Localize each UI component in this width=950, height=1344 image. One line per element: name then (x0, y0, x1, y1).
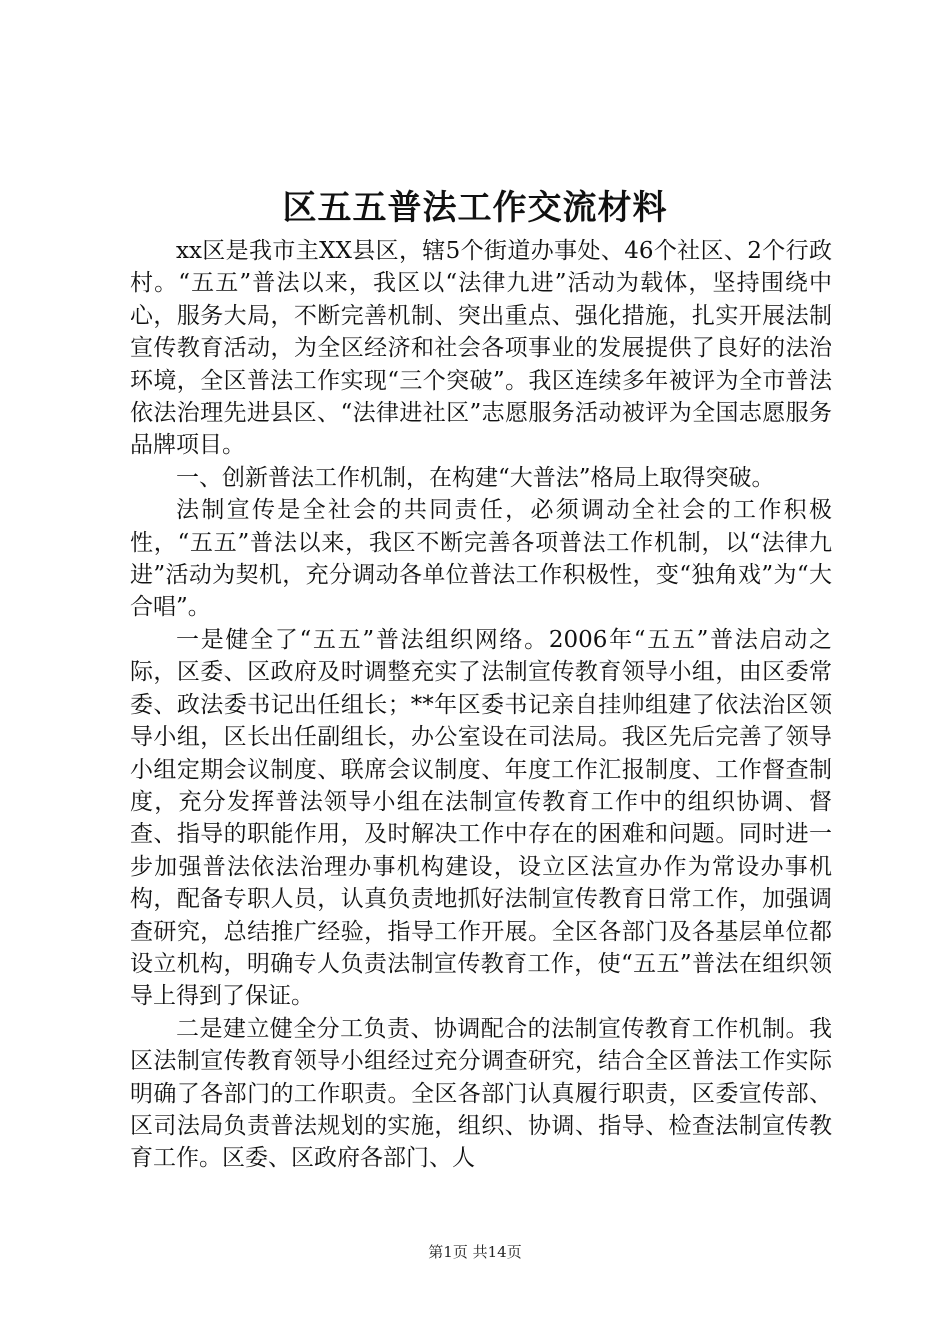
paragraph-section-heading: 一、创新普法工作机制，在构建“大普法”格局上取得突破。 (176, 464, 775, 491)
paragraph-point-two: 二是建立健全分工负责、协调配合的法制宣传教育工作机制。我区法制宣传教育领导小组经过充分调查研究，结合全区普法工作实际明确了各部门的工作职责。全区各部门认真履行职责，区委宣传部、区司法局负责普法规划的实施，组织、协调、指导、检查法制宣传教育工作。区委、区政府各部门、人 (130, 1015, 832, 1172)
paragraph-mechanism: 法制宣传是全社会的共同责任，必须调动全社会的工作积极性，“五五”普法以来，我区不断完善各项普法工作机制，以“法律九进”活动为契机，充分调动各单位普法工作积极性，变“独角戏”为“大合唱”。 (130, 497, 832, 621)
paragraph-intro: xx区是我市主XX县区，辖5个街道办事处、46个社区、2个行政村。“五五”普法以来，我区以“法律九进”活动为载体，坚持围绕中心，服务大局，不断完善机制、突出重点、强化措施，扎实开展法制宣传教育活动，为全区经济和社会各项事业的发展提供了良好的法治环境，全区普法工作实现“三个突破”。我区连续多年被评为全市普法依法治理先进县区、“法律进社区”志愿服务活动被评为全国志愿服务品牌项目。 (130, 238, 832, 459)
page-number-footer: 第1页 共14页 (428, 1243, 522, 1261)
paragraph-point-one: 一是健全了“五五”普法组织网络。2006年“五五”普法启动之际，区委、区政府及时调整充实了法制宣传教育领导小组，由区委常委、政法委书记出任组长；**年区委书记亲自挂帅组建了依法治区领导小组，区长出任副组长，办公室设在司法局。我区先后完善了领导小组定期会议制度、联席会议制度、年度工作汇报制度、工作督查制度，充分发挥普法领导小组在法制宣传教育工作中的组织协调、督查、指导的职能作用，及时解决工作中存在的困难和问题。同时进一步加强普法依法治理办事机构建设，设立区法宣办作为常设办事机构，配备专职人员，认真负责地抓好法制宣传教育日常工作，加强调查研究，总结推广经验，指导工作开展。全区各部门及各基层单位都设立机构，明确专人负责法制宣传教育工作，使“五五”普法在组织领导上得到了保证。 (130, 626, 832, 1010)
document-title: 区五五普法工作交流材料 (282, 188, 668, 228)
document-body (130, 235, 832, 1175)
